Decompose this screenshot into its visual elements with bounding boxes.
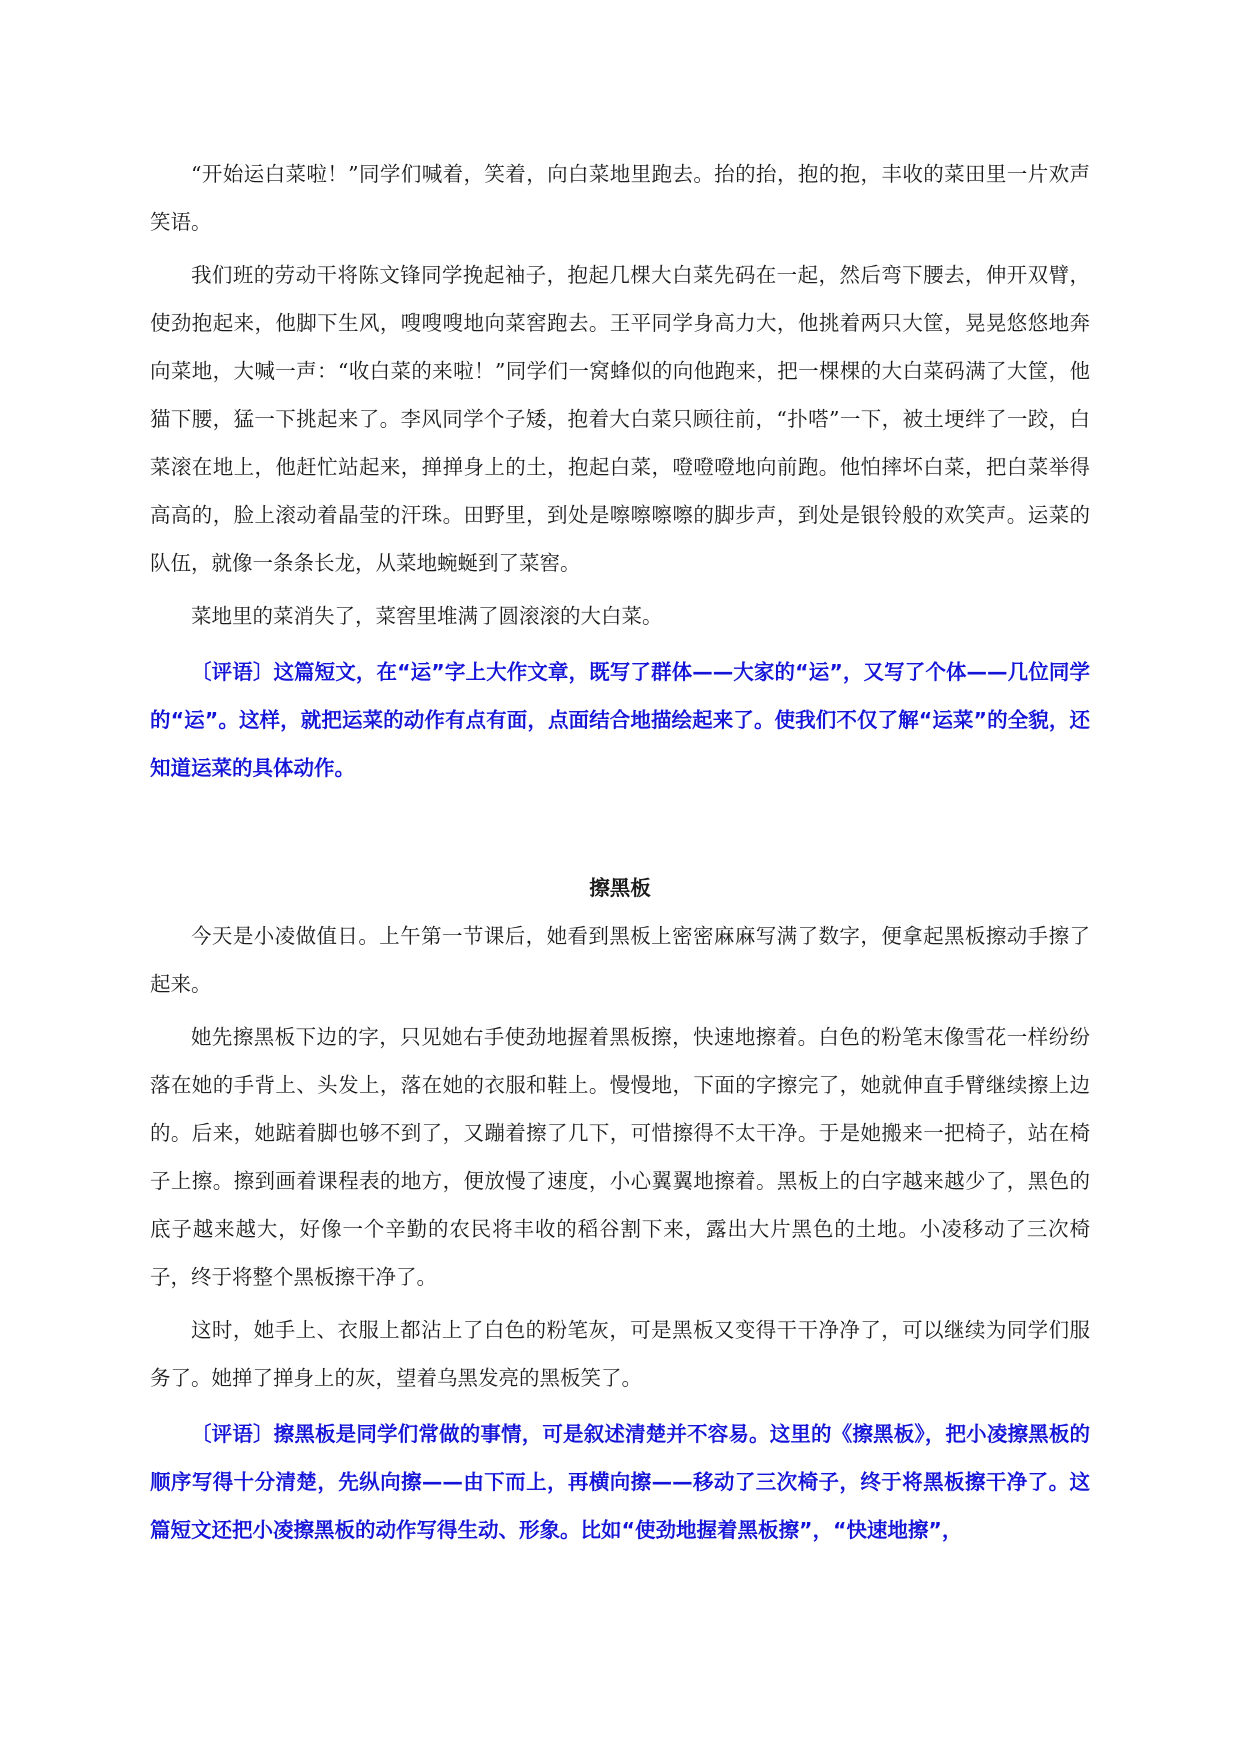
paragraph: “开始运白菜啦！”同学们喊着，笑着，向白菜地里跑去。抬的抬，抱的抱，丰收的菜田里一片欢声笑语。 <box>150 162 1090 234</box>
comment-paragraph: 〔评语〕擦黑板是同学们常做的事情，可是叙述清楚并不容易。这里的《擦黑板》，把小凌擦黑板的顺序写得十分清楚，先纵向擦——由下而上，再横向擦——移动了三次椅子，终于将黑板擦干净了。这篇短文还把小凌擦黑板的动作写得生动、形象。比如“使劲地握着黑板擦”，“快速地擦”， <box>150 1422 1090 1542</box>
paragraph: 今天是小凌做值日。上午第一节课后，她看到黑板上密密麻麻写满了数字，便拿起黑板擦动手擦了起来。 <box>150 924 1090 996</box>
paragraph: 她先擦黑板下边的字，只见她右手使劲地握着黑板擦，快速地擦着。白色的粉笔末像雪花一样纷纷落在她的手背上、头发上，落在她的衣服和鞋上。慢慢地，下面的字擦完了，她就伸直手臂继续擦上边的。后来，她踮着脚也够不到了，又蹦着擦了几下，可惜擦得不太干净。于是她搬来一把椅子，站在椅子上擦。擦到画着课程表的地方，便放慢了速度，小心翼翼地擦着。黑板上的白字越来越少了，黑色的底子越来越大，好像一个辛勤的农民将丰收的稻谷割下来，露出大片黑色的土地。小凌移动了三次椅子，终于将整个黑板擦干净了。 <box>150 1025 1090 1289</box>
section-title: 擦黑板 <box>589 876 651 900</box>
paragraph: 我们班的劳动干将陈文锋同学挽起袖子，抱起几棵大白菜先码在一起，然后弯下腰去，伸开双臂，使劲抱起来，他脚下生风，嗖嗖嗖地向菜窖跑去。王平同学身高力大，他挑着两只大筐，晃晃悠悠地奔向菜地，大喊一声：“收白菜的来啦！”同学们一窝蜂似的向他跑来，把一棵棵的大白菜码满了大筐，他猫下腰，猛一下挑起来了。李风同学个子矮，抱着大白菜只顾往前，“扑嗒”一下，被土埂绊了一跤，白菜滚在地上，他赶忙站起来，掸掸身上的土，抱起白菜，噔噔噔地向前跑。他怕摔坏白菜，把白菜举得高高的，脸上滚动着晶莹的汗珠。田野里，到处是嚓嚓嚓嚓的脚步声，到处是银铃般的欢笑声。运菜的队伍，就像一条条长龙，从菜地蜿蜒到了菜窖。 <box>150 263 1090 575</box>
paragraph: 菜地里的菜消失了，菜窖里堆满了圆滚滚的大白菜。 <box>191 604 663 628</box>
paragraph: 这时，她手上、衣服上都沾上了白色的粉笔灰，可是黑板又变得干干净净了，可以继续为同学们服务了。她掸了掸身上的灰，望着乌黑发亮的黑板笑了。 <box>150 1318 1090 1390</box>
document-page <box>150 150 1090 1554</box>
comment-paragraph: 〔评语〕这篇短文，在“运”字上大作文章，既写了群体——大家的“运”，又写了个体——几位同学的“运”。这样，就把运菜的动作有点有面，点面结合地描绘起来了。使我们不仅了解“运菜”的全貌，还知道运菜的具体动作。 <box>150 660 1090 780</box>
